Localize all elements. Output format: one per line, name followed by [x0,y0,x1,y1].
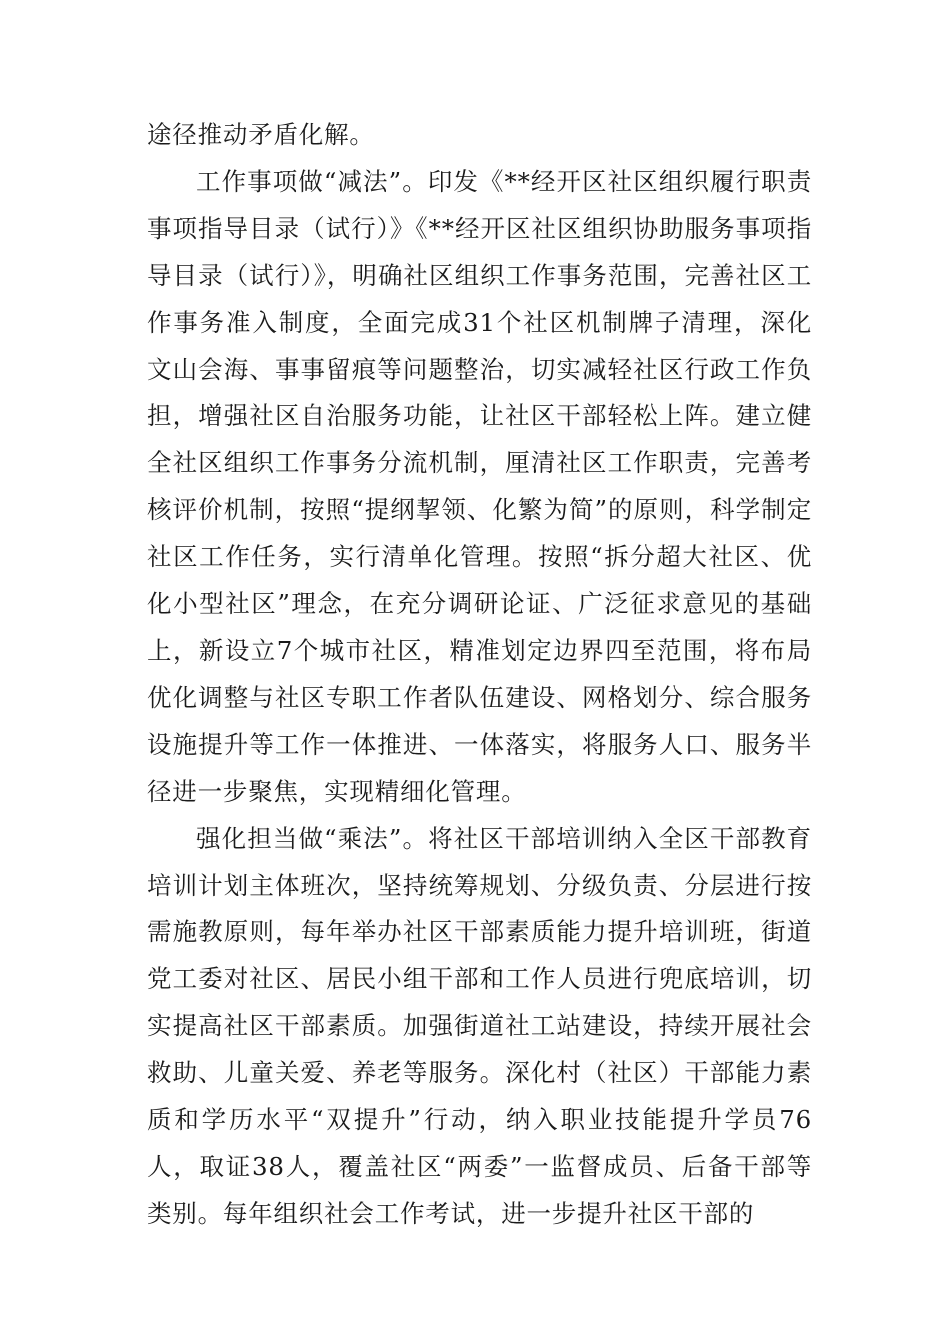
paragraph-multiplication: 强化担当做“乘法”。将社区干部培训纳入全区干部教育培训计划主体班次，坚持统筹规划、分级负责、分层进行按需施教原则，每年举办社区干部素质能力提升培训班，街道党工委对社区、居民小组干部和工作人员进行兜底培训，切实提高社区干部素质。加强街道社工站建设，持续开展社会救助、儿童关爱、养老等服务。深化村（社区）干部能力素质和学历水平“双提升”行动，纳入职业技能提升学员76人，取证38人，覆盖社区“两委”一监督成员、后备干部等类别。每年组织社会工作考试，进一步提升社区干部的 [147,823,812,1228]
paragraph-subtraction: 工作事项做“减法”。印发《**经开区社区组织履行职责事项指导目录（试行）》《**经开区社区组织协助服务事项指导目录（试行）》，明确社区组织工作事务范围，完善社区工作事务准入制度，全面完成31个社区机制牌子清理，深化文山会海、事事留痕等问题整治，切实减轻社区行政工作负担，增强社区自治服务功能，让社区干部轻松上阵。建立健全社区组织工作事务分流机制，厘清社区工作职责，完善考核评价机制，按照“提纲挈领、化繁为简”的原则，科学制定社区工作任务，实行清单化管理。按照“拆分超大社区、优化小型社区”理念，在充分调研论证、广泛征求意见的基础上，新设立7个城市社区，精准划定边界四至范围，将布局优化调整与社区专职工作者队伍建设、网格划分、综合服务设施提升等工作一体推进、一体落实，将服务人口、服务半径进一步聚焦，实现精细化管理。 [147,166,812,806]
paragraph-continuation: 途径推动矛盾化解。 [147,120,375,149]
body-text [147,112,812,1238]
